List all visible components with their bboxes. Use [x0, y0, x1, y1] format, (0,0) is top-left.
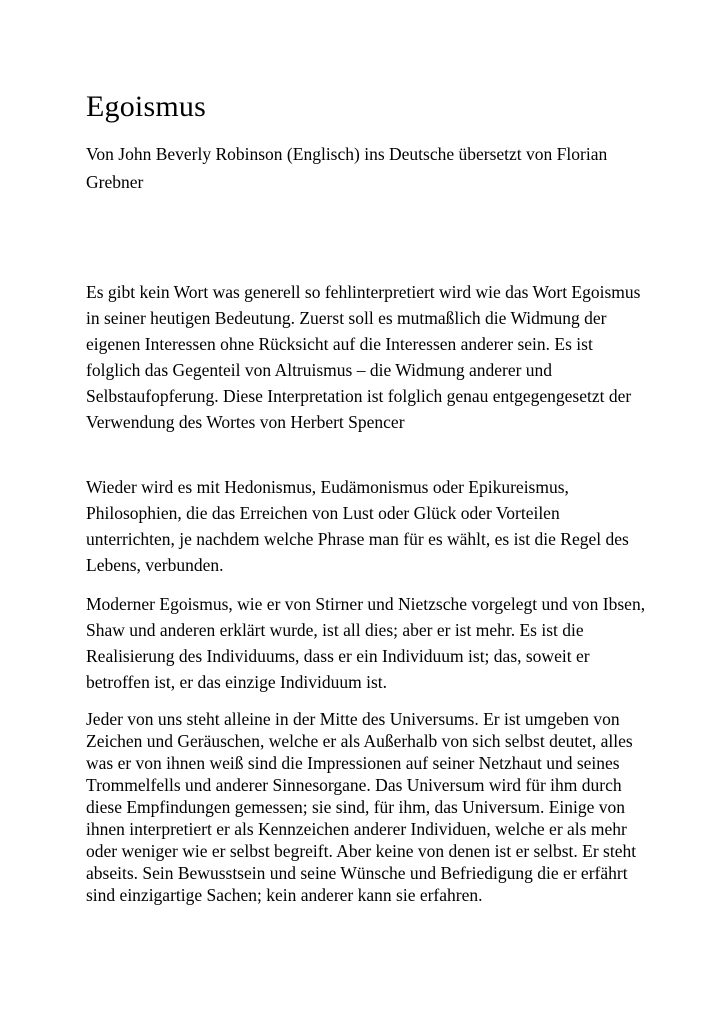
paragraph-1: Es gibt kein Wort was generell so fehlinterpretiert wird wie das Wort Egoismus in seiner heutigen Bedeutung. Zuerst soll es mutmaßlich die Widmung der eigenen Interessen ohne Rücksicht auf die Interessen anderer sein. Es ist folglich das Gegenteil von Altruismus – die Widmung anderer und Selbstaufopferung. Diese Interpretation ist folglich genau entgegengesetzt der Verwendung des Wortes von Herbert Spencer: [86, 282, 641, 432]
paragraph-3: Moderner Egoismus, wie er von Stirner und Nietzsche vorgelegt und von Ibsen, Shaw und anderen erklärt wurde, ist all dies; aber er ist mehr. Es ist die Realisierung des Individuums, dass er ein Individuum ist; das, soweit er betroffen ist, er das einzige Individuum ist.: [86, 594, 646, 692]
paragraph-2: Wieder wird es mit Hedonismus, Eudämonismus oder Epikureismus, Philosophien, die das Erreichen von Lust oder Glück oder Vorteilen unterrichten, je nachdem welche Phrase man für es wählt, es ist die Regel des Lebens, verbunden.: [86, 477, 629, 575]
document-subtitle: Von John Beverly Robinson (Englisch) ins Deutsche übersetzt von Florian Grebner: [86, 144, 608, 192]
document-title: Egoismus: [86, 90, 206, 123]
paragraph-4: Jeder von uns steht alleine in der Mitte des Universums. Er ist umgeben von Zeichen und Geräuschen, welche er als Außerhalb von sich selbst deutet, alles was er von ihnen weiß sind die Impressionen auf seiner Netzhaut und seines Trommelfells und anderer Sinnesorgane. Das Universum wird für ihm durch diese Empfindungen gemessen; sie sind, für ihm, das Universum. Einige von ihnen interpretiert er als Kennzeichen anderer Individuen, welche er als mehr oder weniger wie er selbst begreift. Aber keine von denen ist er selbst. Er steht abseits. Sein Bewusstsein und seine Wünsche und Befriedigung die er erfährt sind einzigartige Sachen; kein anderer kann sie erfahren.: [86, 709, 637, 905]
